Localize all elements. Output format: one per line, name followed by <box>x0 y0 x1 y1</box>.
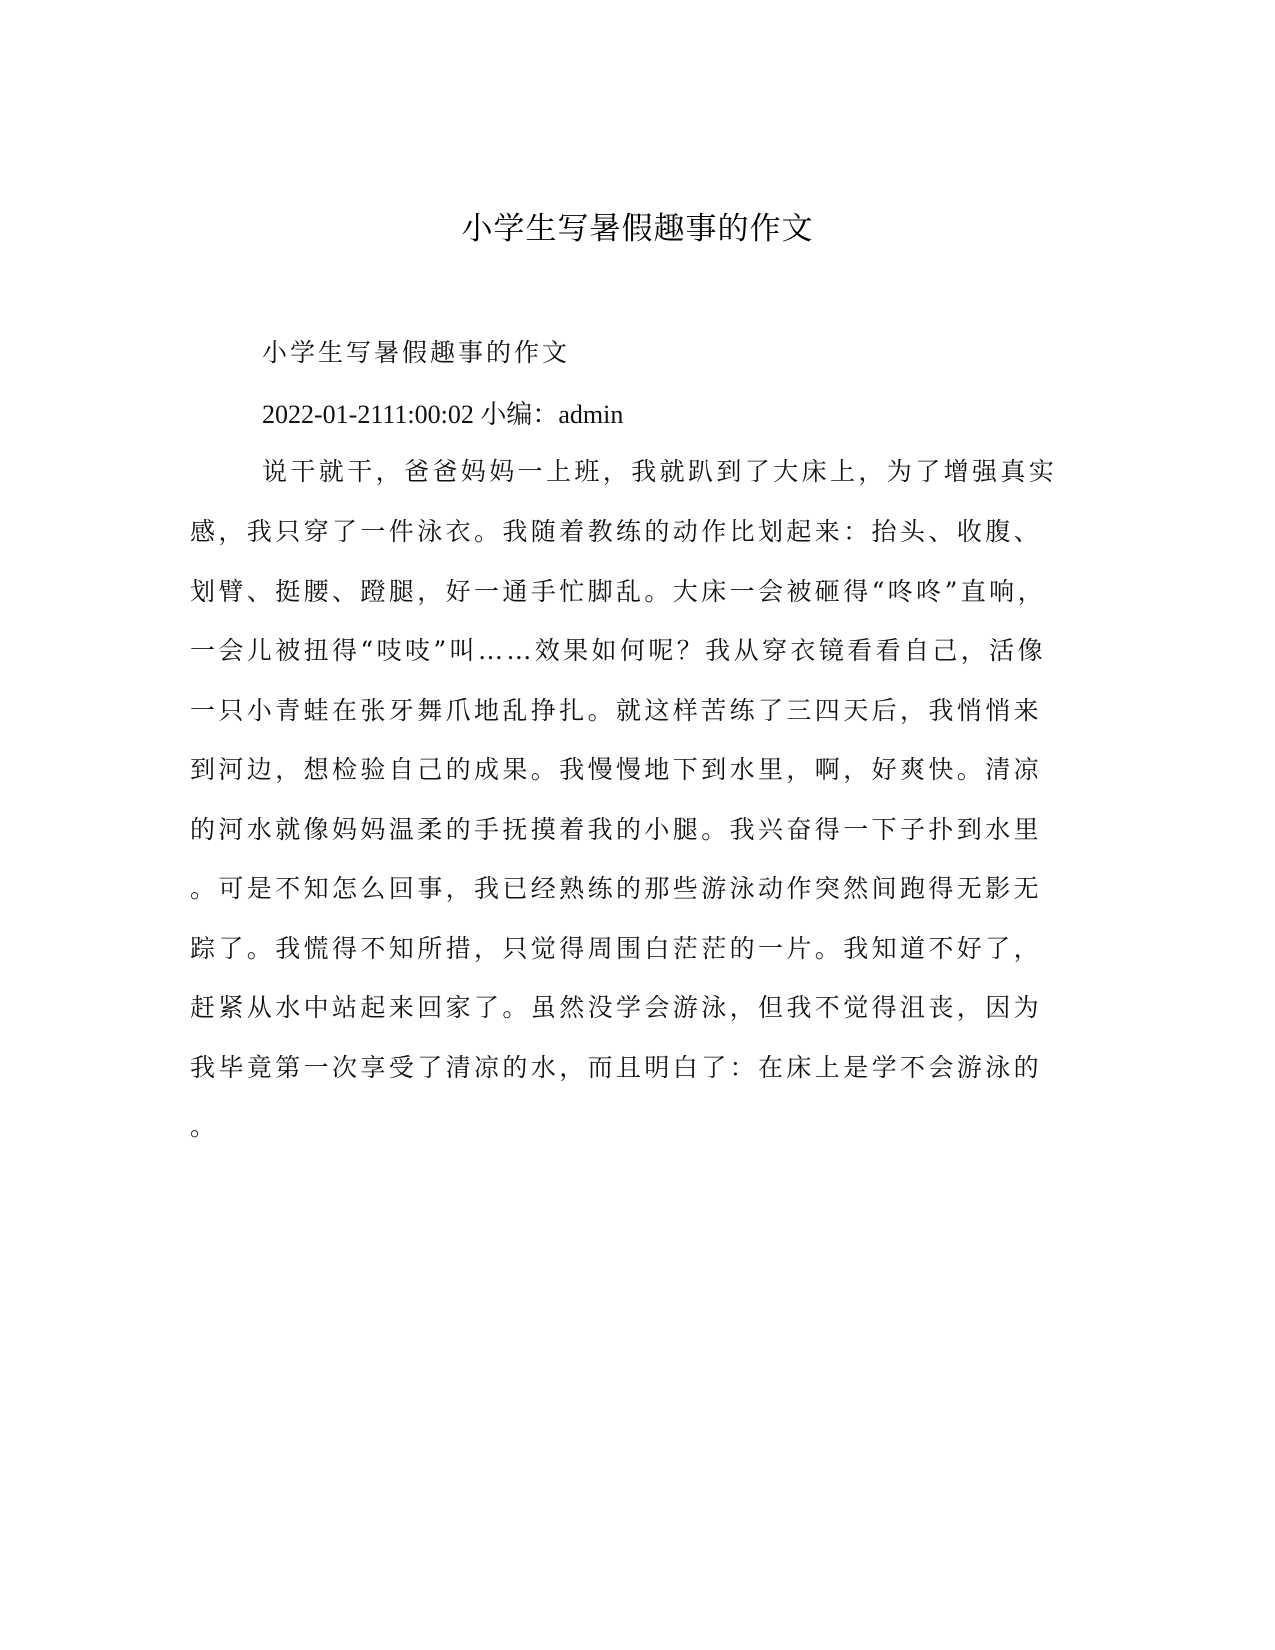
paragraph-line: 说干就干，爸爸妈妈一上班，我就趴到了大床上，为了增强真实 <box>262 457 1058 486</box>
paragraph-line: 。可是不知怎么回事，我已经熟练的那些游泳动作突然间跑得无影无 <box>190 874 1043 903</box>
paragraph-line: 划臂、挺腰、蹬腿，好一通手忙脚乱。大床一会被砸得“咚咚”直响， <box>190 577 1046 606</box>
article-meta: 2022-01-2111:00:02 小编：admin <box>262 400 624 429</box>
paragraph-line: 的河水就像妈妈温柔的手抚摸着我的小腿。我兴奋得一下子扑到水里 <box>190 815 1043 844</box>
document-title: 小学生写暑假趣事的作文 <box>461 211 814 247</box>
paragraph-line: 踪了。我慌得不知所措，只觉得周围白茫茫的一片。我知道不好了， <box>190 934 1043 963</box>
paragraph-line: 到河边，想检验自己的成果。我慢慢地下到水里，啊，好爽快。清凉 <box>190 755 1043 784</box>
paragraph-line: 一会儿被扭得“吱吱”叫……效果如何呢？我从穿衣镜看看自己，活像 <box>190 636 1046 665</box>
paragraph-line: 。 <box>190 1112 219 1141</box>
paragraph-line: 感，我只穿了一件泳衣。我随着教练的动作比划起来：抬头、收腹、 <box>190 517 1043 546</box>
paragraph-line: 赶紧从水中站起来回家了。虽然没学会游泳，但我不觉得沮丧，因为 <box>190 993 1043 1022</box>
article-subtitle: 小学生写暑假趣事的作文 <box>262 338 571 367</box>
paragraph-line: 我毕竟第一次享受了清凉的水，而且明白了：在床上是学不会游泳的 <box>190 1053 1043 1082</box>
paragraph-line: 一只小青蛙在张牙舞爪地乱挣扎。就这样苦练了三四天后，我悄悄来 <box>190 696 1043 725</box>
